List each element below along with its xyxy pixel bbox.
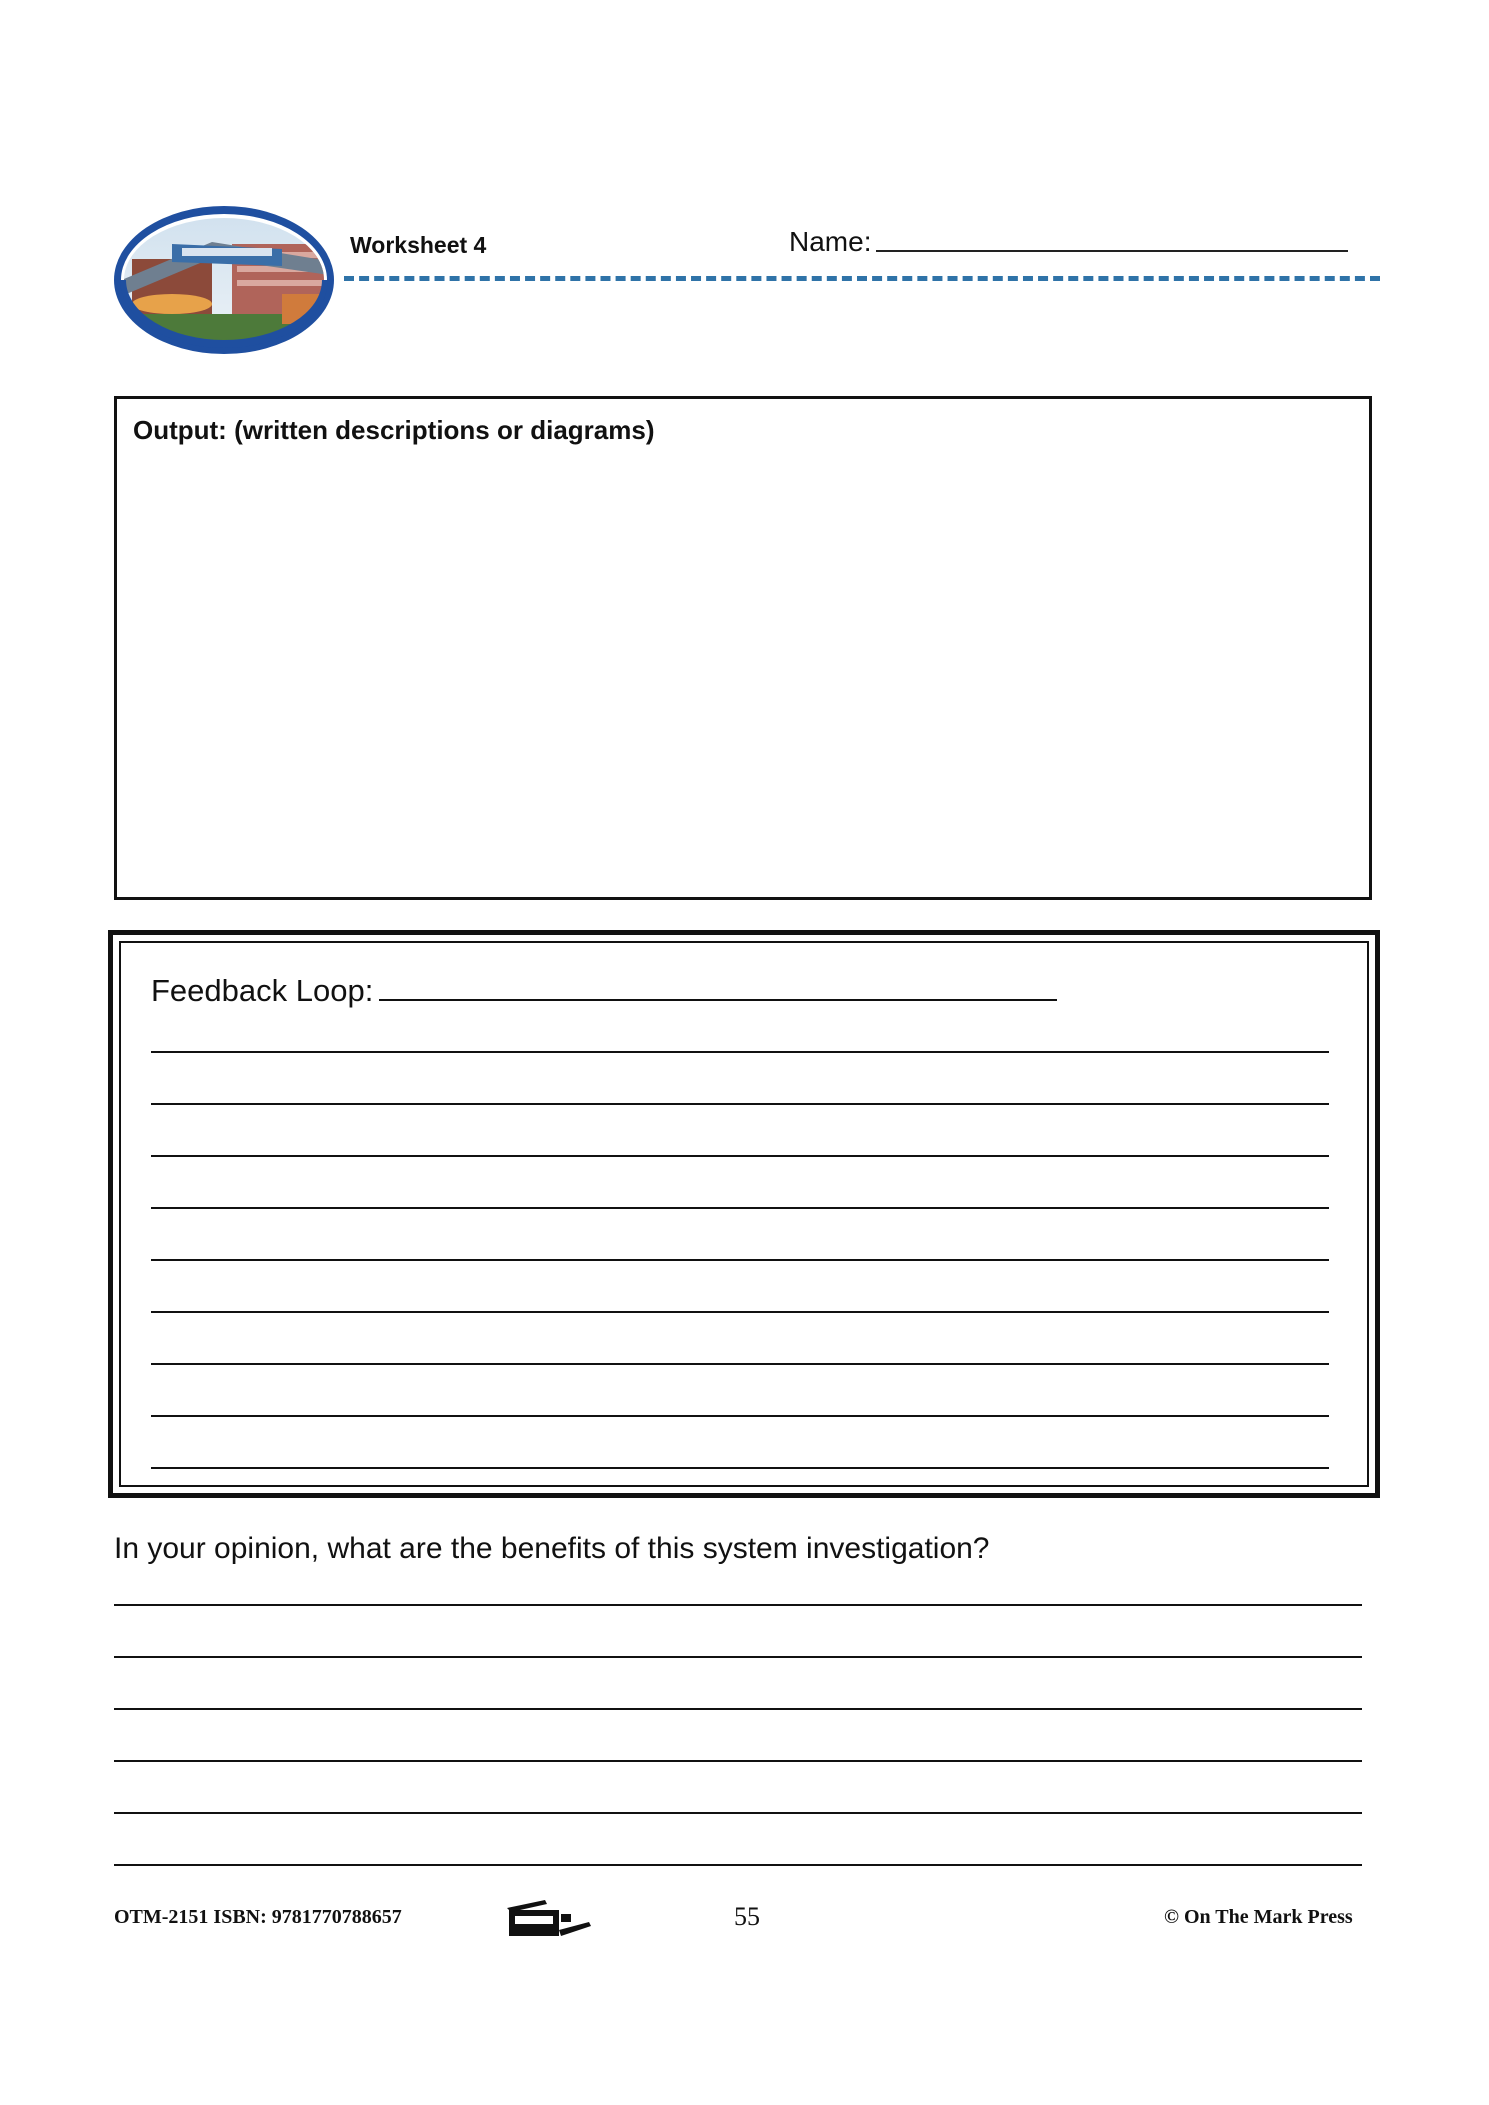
page-number: 55	[734, 1902, 760, 1931]
output-box[interactable]	[114, 396, 1372, 900]
footer-code-isbn: OTM-2151 ISBN: 9781770788657	[114, 1906, 402, 1928]
header-dashed-divider	[344, 276, 1380, 281]
answer-writing-line[interactable]	[114, 1760, 1362, 1762]
feedback-writing-line[interactable]	[151, 1311, 1329, 1313]
feedback-writing-line[interactable]	[151, 1103, 1329, 1105]
feedback-writing-line[interactable]	[151, 1155, 1329, 1157]
feedback-writing-line[interactable]	[379, 999, 1057, 1001]
feedback-writing-line[interactable]	[151, 1207, 1329, 1209]
feedback-loop-box	[108, 930, 1380, 1498]
name-label: Name:	[789, 226, 872, 257]
feedback-loop-label: Feedback Loop:	[151, 973, 374, 1008]
answer-writing-line[interactable]	[114, 1604, 1362, 1606]
feedback-writing-line[interactable]	[151, 1467, 1329, 1469]
benefits-question: In your opinion, what are the benefits of this system investigation?	[114, 1532, 990, 1565]
answer-writing-line[interactable]	[114, 1708, 1362, 1710]
feedback-writing-line[interactable]	[151, 1259, 1329, 1261]
feedback-inner-border	[119, 941, 1369, 1487]
answer-writing-line[interactable]	[114, 1656, 1362, 1658]
feedback-writing-line[interactable]	[151, 1363, 1329, 1365]
worksheet-logo-photo	[112, 204, 336, 356]
answer-writing-line[interactable]	[114, 1812, 1362, 1814]
worksheet-label: Worksheet 4	[350, 232, 487, 258]
photocopier-icon	[505, 1896, 595, 1940]
feedback-writing-line[interactable]	[151, 1415, 1329, 1417]
output-label: Output: (written descriptions or diagrams)	[133, 415, 655, 445]
footer-copyright: © On The Mark Press	[1164, 1906, 1353, 1928]
feedback-writing-line[interactable]	[151, 1051, 1329, 1053]
answer-writing-line[interactable]	[114, 1864, 1362, 1866]
name-input-line[interactable]	[876, 250, 1348, 252]
